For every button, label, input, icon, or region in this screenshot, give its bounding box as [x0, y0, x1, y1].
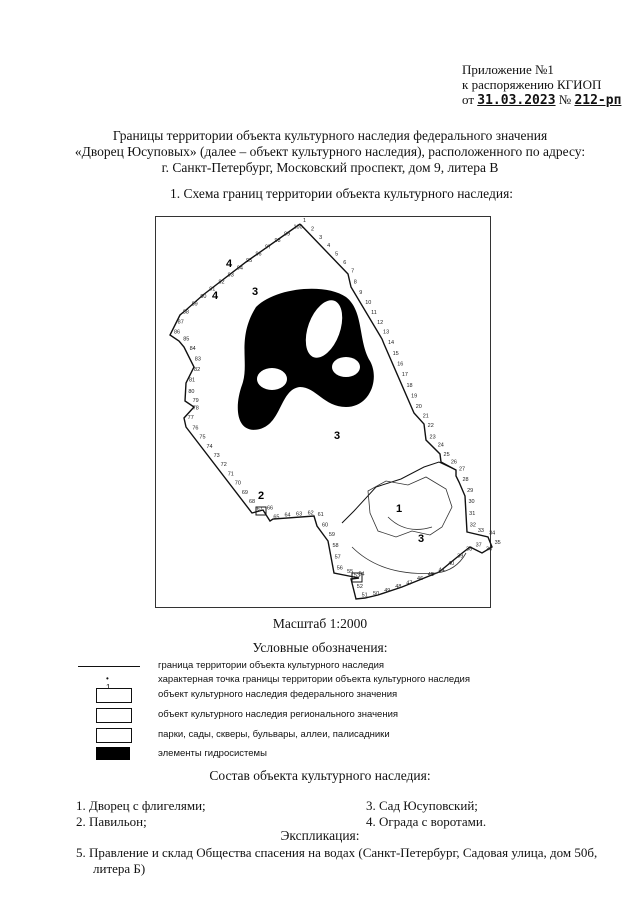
boundary-point-label: 16	[397, 361, 404, 368]
explication-text: 5. Правление и склад Общества спасения на водах (Санкт-Петербург, Садовая улица, дом 50б,	[76, 845, 598, 860]
regional-object-symbol	[96, 708, 132, 723]
boundary-point-label: 75	[199, 434, 206, 441]
boundary-point-label: 44	[438, 567, 445, 574]
boundary-point-label: 92	[218, 279, 225, 286]
order-number: 212-рп	[574, 93, 622, 108]
boundary-point-label: 10	[365, 299, 372, 306]
boundary-point-label: 79	[192, 398, 199, 405]
boundary-point-label: 40	[448, 560, 455, 567]
boundary-point-label: 8	[353, 279, 357, 286]
boundary-point-label: 91	[209, 286, 216, 293]
title-line-2: «Дворец Юсуповых» (далее – объект культурного наследия), расположенного по адресу:	[74, 144, 586, 159]
boundary-map-drawing	[156, 217, 501, 607]
boundary-point-label: 24	[437, 442, 444, 449]
boundary-point-label: 2	[311, 226, 315, 233]
hydro-symbol	[96, 747, 130, 760]
boundary-point-label: 59	[328, 532, 335, 539]
boundary-point-label: 72	[220, 462, 227, 469]
zone-label-3: 3	[252, 286, 259, 298]
boundary-point-label: 73	[213, 453, 220, 460]
section-1-heading: 1. Схема границ территории объекта культурного наследия:	[170, 186, 514, 201]
boundary-point-label: 29	[467, 487, 474, 494]
pond-island-right	[332, 357, 360, 377]
boundary-point-label: 27	[459, 466, 466, 473]
boundary-point-label: 88	[182, 309, 189, 316]
boundary-point-label: 66	[267, 505, 274, 512]
appendix-date-line	[462, 92, 621, 108]
boundary-point-label: 51	[361, 592, 368, 599]
boundary-point-label: 61	[317, 512, 324, 519]
boundary-line-symbol	[78, 666, 140, 667]
boundary-point-label: 74	[206, 443, 213, 450]
number-prefix: №	[558, 92, 572, 107]
boundary-point-label: 62	[307, 510, 314, 517]
boundary-point-label: 34	[489, 530, 496, 537]
title-line-1: Границы территории объекта культурного наследия федерального значения	[112, 128, 548, 143]
boundary-point-label: 57	[334, 554, 341, 561]
boundary-point-label: 1	[303, 218, 307, 224]
zone-label-1: 1	[396, 503, 403, 515]
boundary-point-label: 53	[354, 572, 361, 579]
boundary-point-label: 83	[194, 356, 201, 363]
boundary-point-label: 36	[485, 546, 493, 553]
appendix-order: к распоряжению КГИОП	[462, 77, 602, 92]
boundary-point-label: 48	[395, 584, 402, 591]
boundary-point-label: 11	[371, 309, 377, 316]
boundary-point-label: 37	[475, 542, 482, 549]
boundary-point-label: 96	[255, 251, 262, 258]
boundary-point-label: 68	[248, 499, 256, 506]
legend-text: граница территории объекта культурного наследия	[158, 660, 385, 671]
boundary-point-label: 78	[192, 405, 199, 412]
boundary-point-label: 82	[194, 366, 201, 373]
pond-island-left	[257, 368, 287, 390]
boundary-point-label: 25	[443, 452, 450, 459]
boundary-point-label: 17	[401, 372, 408, 379]
boundary-point-labels	[174, 218, 501, 599]
boundary-point-label: 9	[359, 289, 363, 296]
boundary-point-label: 99	[284, 231, 291, 238]
boundary-point-label: 28	[462, 477, 469, 484]
legend-text: объект культурного наследия регионального значения	[158, 709, 399, 720]
explication-title: Экспликация:	[280, 828, 360, 843]
boundary-point-label: 85	[183, 336, 190, 343]
zone-label-2: 2	[258, 490, 265, 502]
boundary-point-label: 31	[469, 510, 476, 517]
composition-list-left	[76, 798, 206, 830]
boundary-point-label: 19	[411, 393, 418, 400]
boundary-point-label: 6	[343, 259, 347, 266]
composition-list-right	[366, 798, 486, 830]
boundary-point-label: 30	[468, 499, 475, 506]
boundary-point-label: 15	[392, 350, 399, 357]
boundary-point-label: 94	[236, 265, 244, 272]
boundary-point-label: 84	[189, 346, 196, 353]
legend-text: характерная точка границы территории объекта культурного наследия	[158, 674, 470, 685]
boundary-point-label: 7	[351, 268, 355, 275]
boundary-point-label: 81	[188, 377, 196, 384]
boundary-point-label: 45	[427, 571, 434, 578]
boundary-point-label: 20	[415, 404, 422, 411]
boundary-point-label: 89	[191, 301, 198, 308]
boundary-point-label: 98	[274, 238, 281, 245]
explication-text: литера Б)	[93, 861, 146, 876]
boundary-point-label: 52	[356, 584, 363, 591]
zone-label-3: 3	[418, 533, 425, 545]
boundary-point-label: 22	[427, 423, 434, 430]
boundary-point-label: 26	[450, 459, 457, 466]
legend-title: Условные обозначения:	[252, 640, 388, 655]
boundary-point-label: 64	[284, 512, 291, 519]
legend-text: объект культурного наследия федерального значения	[158, 689, 398, 700]
boundary-point-label: 21	[422, 413, 429, 420]
boundary-point-label: 23	[429, 434, 436, 441]
zone-label-3: 3	[334, 430, 341, 442]
boundary-point-label: 32	[469, 522, 476, 529]
boundary-point-label: 4	[327, 243, 331, 250]
legend-text: парки, сады, скверы, бульвары, аллеи, палисадники	[158, 729, 390, 740]
boundary-point-label: 97	[265, 244, 272, 251]
boundary-point-label: 38	[466, 546, 473, 553]
federal-object-symbol	[96, 688, 132, 703]
appendix-header	[462, 62, 621, 108]
boundary-point-label: 70	[234, 480, 241, 487]
composition-item: 2. Павильон;	[76, 814, 147, 829]
boundary-point-label: 13	[383, 329, 390, 336]
legend-text: элементы гидросистемы	[158, 748, 267, 759]
composition-title: Состав объекта культурного наследия:	[209, 768, 431, 783]
boundary-point-label: 55	[347, 569, 354, 576]
boundary-point-label: 14	[387, 340, 395, 347]
boundary-point-label: 18	[406, 382, 413, 389]
boundary-map	[155, 216, 501, 608]
boundary-point-label: 5	[335, 251, 339, 258]
boundary-point-label: 58	[332, 542, 339, 549]
appendix-title: Приложение №1	[462, 62, 554, 77]
boundary-point-label: 71	[227, 471, 234, 478]
point-symbol: •	[106, 674, 109, 683]
boundary-point-label: 39	[457, 553, 464, 560]
boundary-point-label: 67	[256, 506, 263, 513]
boundary-point-label: 86	[173, 329, 181, 336]
composition-item: 3. Сад Юсуповский;	[366, 798, 478, 813]
boundary-point-label: 95	[246, 258, 253, 265]
explication-item-5	[76, 845, 597, 877]
zone-label-4: 4	[212, 290, 219, 302]
zone-label-4: 4	[226, 258, 233, 270]
boundary-point-label: 50	[373, 590, 380, 597]
boundary-point-label: 76	[192, 425, 199, 432]
parks-symbol	[96, 728, 132, 743]
boundary-point-label: 35	[494, 540, 501, 547]
boundary-point-label: 47	[406, 580, 413, 587]
boundary-point-label: 3	[319, 234, 323, 241]
document-title	[40, 128, 620, 176]
map-scale: Масштаб 1:2000	[272, 616, 368, 631]
composition-item: 4. Ограда с воротами.	[366, 814, 487, 829]
boundary-point-label: 77	[187, 415, 194, 422]
order-date: 31.03.2023	[477, 93, 556, 108]
boundary-point-label: 33	[477, 527, 484, 534]
boundary-point-label: 65	[273, 514, 280, 521]
boundary-point-label: 60	[321, 522, 329, 529]
boundary-point-label: 93	[227, 272, 234, 279]
boundary-point-label: 12	[377, 319, 384, 326]
boundary-point-label: 56	[336, 565, 343, 572]
boundary-point-label: 49	[384, 587, 391, 594]
title-line-3: г. Санкт-Петербург, Московский проспект, дом 9, литера В	[161, 160, 499, 175]
boundary-point-label: 90	[200, 293, 207, 300]
boundary-point-label: 63	[296, 511, 303, 518]
boundary-point-label: 46	[417, 576, 424, 583]
boundary-point-label: 69	[241, 489, 248, 496]
date-prefix: от	[462, 92, 475, 107]
boundary-point-label: 80	[188, 388, 195, 395]
boundary-point-label: 100	[293, 224, 303, 231]
boundary-point-label: 87	[177, 319, 184, 326]
boundary-point-label: 54	[358, 571, 365, 578]
composition-item: 1. Дворец с флигелями;	[76, 798, 206, 813]
